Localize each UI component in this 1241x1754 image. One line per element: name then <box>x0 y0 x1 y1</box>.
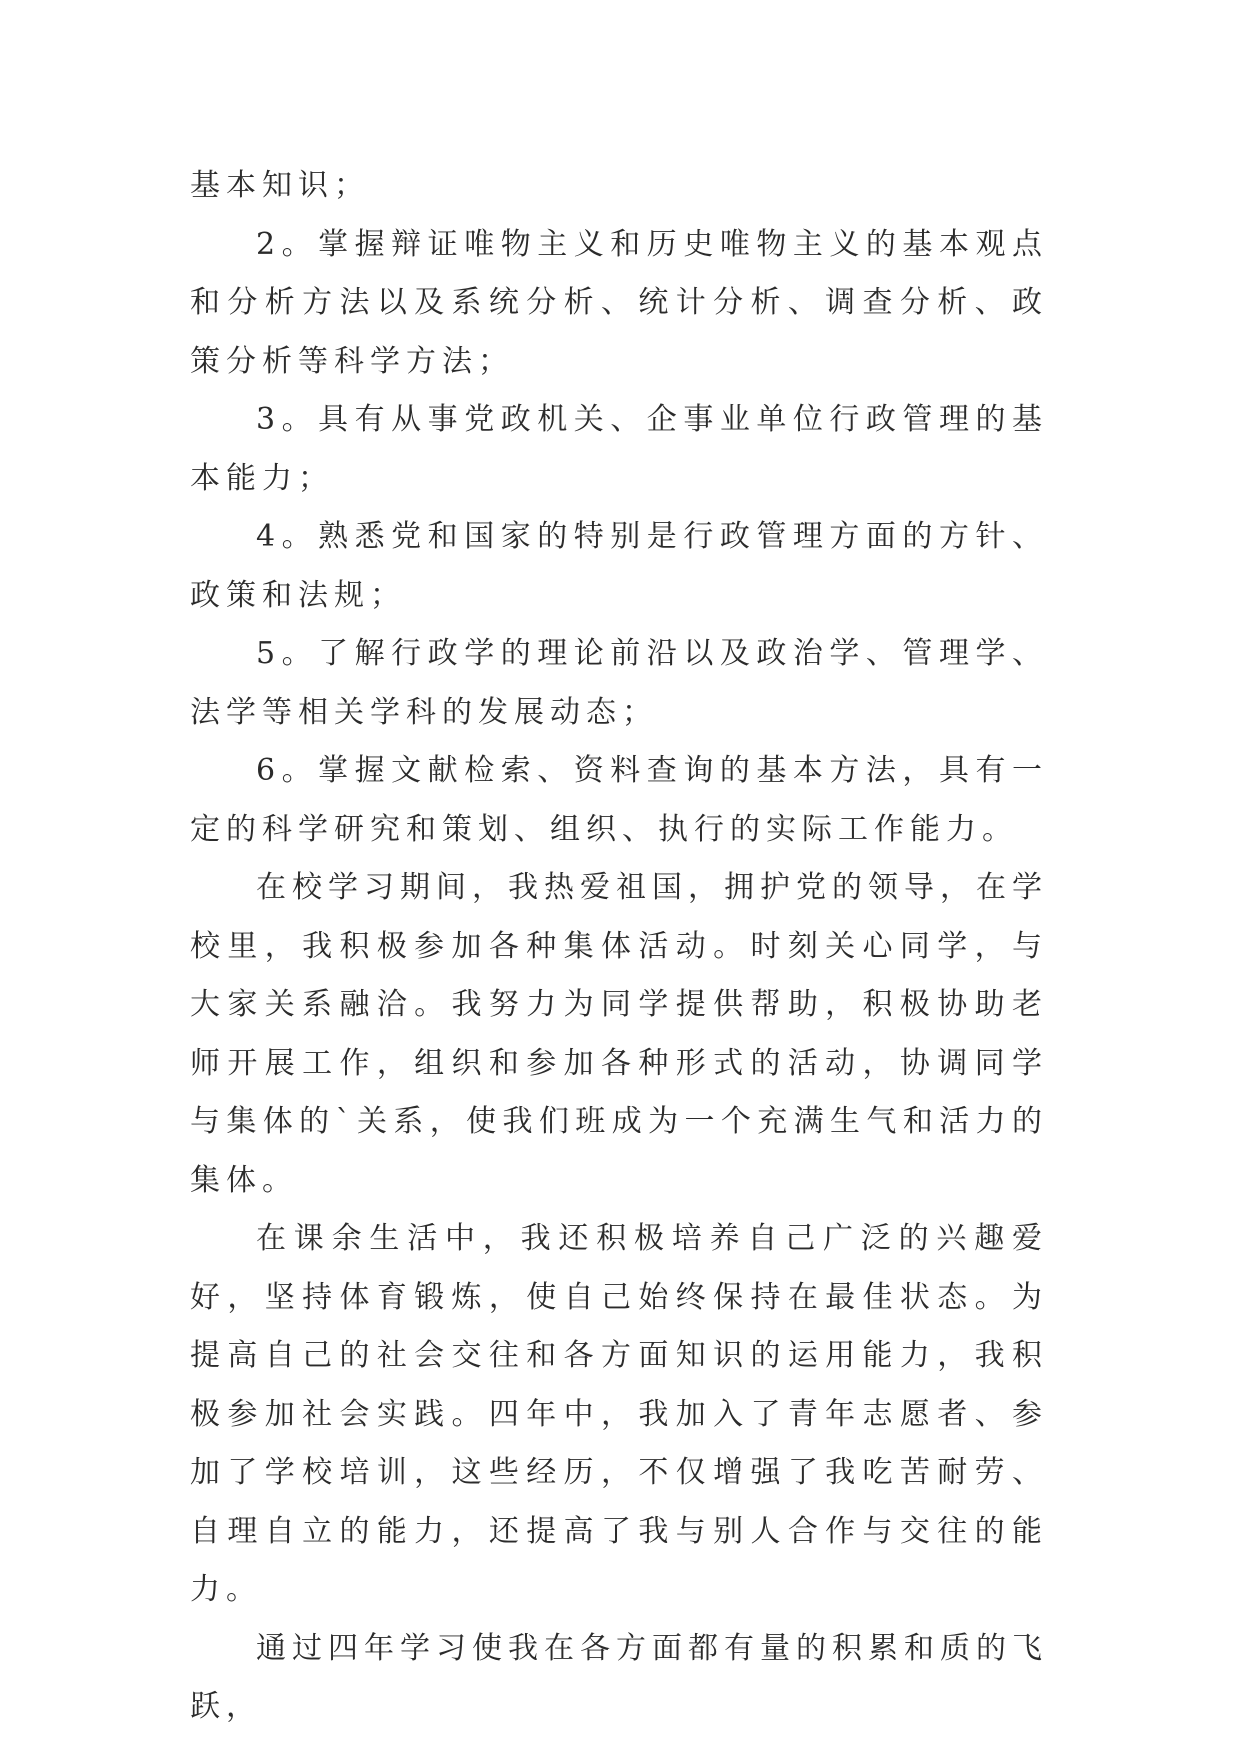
paragraph-item-4: 4。熟悉党和国家的特别是行政管理方面的方针、政策和法规； <box>190 519 1048 613</box>
paragraph-item-6: 6。掌握文献检索、资料查询的基本方法，具有一定的科学研究和策划、组织、执行的实际工作能力。 <box>190 753 1048 847</box>
paragraph-summary: 通过四年学习使我在各方面都有量的积累和质的飞跃， <box>190 1630 1048 1724</box>
document-body <box>190 157 1048 1737</box>
paragraph-continuation: 基本知识； <box>190 168 370 203</box>
paragraph-item-2: 2。掌握辩证唯物主义和历史唯物主义的基本观点和分析方法以及系统分析、统计分析、调查分析、政策分析等科学方法； <box>190 226 1048 379</box>
paragraph-extracurricular: 在课余生活中，我还积极培养自己广泛的兴趣爱好，坚持体育锻炼，使自己始终保持在最佳状态。为提高自己的社会交往和各方面知识的运用能力，我积极参加社会实践。四年中，我加入了青年志愿者、参加了学校培训，这些经历，不仅增强了我吃苦耐劳、自理自立的能力，还提高了我与别人合作与交往的能力。 <box>190 1221 1048 1607</box>
paragraph-item-5: 5。了解行政学的理论前沿以及政治学、管理学、法学等相关学科的发展动态； <box>190 636 1048 730</box>
paragraph-item-3: 3。具有从事党政机关、企事业单位行政管理的基本能力； <box>190 402 1048 496</box>
paragraph-school-life: 在校学习期间，我热爱祖国，拥护党的领导，在学校里，我积极参加各种集体活动。时刻关心同学，与大家关系融洽。我努力为同学提供帮助，积极协助老师开展工作，组织和参加各种形式的活动，协调同学与集体的`关系，使我们班成为一个充满生气和活力的集体。 <box>190 870 1048 1198</box>
